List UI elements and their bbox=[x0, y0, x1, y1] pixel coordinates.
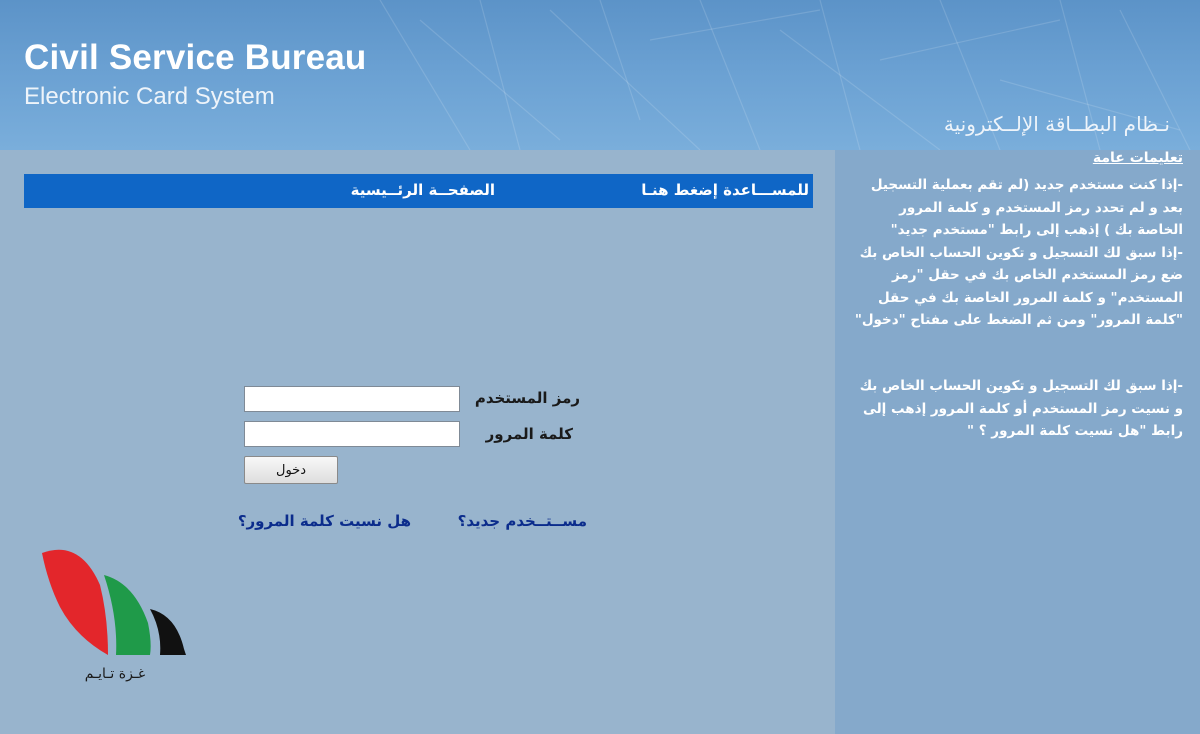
instructions-sidebar bbox=[835, 150, 1200, 734]
password-label: كلمة المرور bbox=[485, 425, 573, 443]
password-input[interactable] bbox=[244, 421, 460, 447]
login-button[interactable]: دخول bbox=[244, 456, 338, 484]
watermark-logo-icon bbox=[38, 545, 188, 660]
instructions-heading: تعليمات عامة bbox=[1092, 150, 1183, 166]
instruction-new-user: -إذا كنت مستخدم جديد (لم تقم بعملية التسجيل بعد و لم تحدد رمز المستخدم و كلمة المرور الخاصة بك ) إذهب إلى رابط "مستخدم جديد" bbox=[870, 177, 1183, 238]
home-link[interactable]: الصفحــة الرئــيسية bbox=[350, 181, 495, 199]
header-banner bbox=[0, 0, 1200, 150]
username-label: رمز المستخدم bbox=[474, 389, 580, 407]
app-title: Civil Service Bureau bbox=[24, 38, 367, 77]
help-link[interactable]: للمســـاعدة إضغط هنـا bbox=[641, 181, 809, 199]
instruction-forgot: -إذا سبق لك التسجيل و تكوين الحساب الخاص بك و نسيت رمز المستخدم أو كلمة المرور إذهب إلى رابط "هل نسيت كلمة المرور ؟ " bbox=[859, 378, 1183, 439]
username-input[interactable] bbox=[244, 386, 460, 412]
new-user-link[interactable]: مســتــخدم جديد؟ bbox=[457, 512, 587, 530]
forgot-password-link[interactable]: هل نسيت كلمة المرور؟ bbox=[237, 512, 411, 530]
app-subtitle: Electronic Card System bbox=[24, 83, 275, 110]
app-title-arabic: نـظام البطــاقة الإلــكترونية bbox=[943, 112, 1170, 136]
nav-bar bbox=[24, 174, 813, 208]
instruction-existing-user: -إذا سبق لك التسجيل و تكوين الحساب الخاص بك ضع رمز المستخدم الخاص بك في حقل "رمز المستخدم" و كلمة المرور الخاصة بك في حقل "كلمة المرور" ومن ثم الضغط على مفتاح "دخول" bbox=[854, 244, 1183, 328]
instruction-text bbox=[853, 174, 1183, 332]
watermark-logo-text: غـزة تـايـم bbox=[84, 666, 146, 682]
